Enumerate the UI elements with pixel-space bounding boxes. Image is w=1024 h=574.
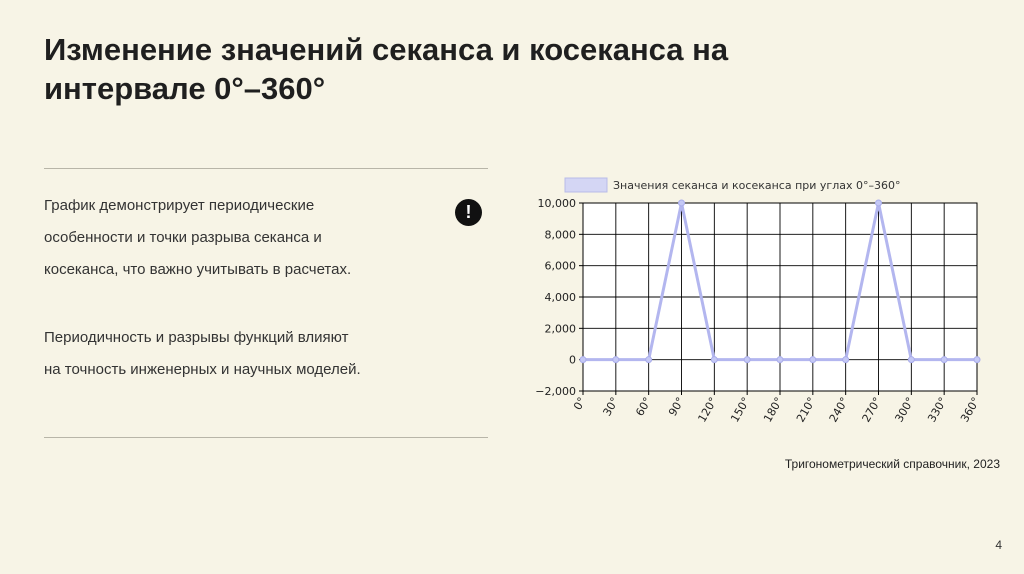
data-point <box>843 357 849 363</box>
y-tick-label: 4,000 <box>544 291 576 304</box>
data-point <box>679 200 685 206</box>
paragraph-1-line-2: особенности и точки разрыва секанса и <box>44 229 322 246</box>
paragraph-2-line-1: Периодичность и разрывы функций влияют <box>44 329 349 346</box>
line-chart <box>515 170 995 450</box>
page-title <box>44 30 904 108</box>
description-paragraph-2 <box>44 322 464 386</box>
data-point <box>711 357 717 363</box>
data-point <box>613 357 619 363</box>
x-tick-label: 300° <box>892 395 917 425</box>
x-tick-label: 120° <box>695 395 720 425</box>
description-paragraph-1 <box>44 190 464 286</box>
divider-bottom <box>44 437 488 438</box>
legend-label: Значения секанса и косеканса при углах 0°–360° <box>613 179 901 192</box>
paragraph-1-line-1: График демонстрирует периодические <box>44 197 315 214</box>
data-point <box>744 357 750 363</box>
data-point <box>974 357 980 363</box>
x-tick-label: 0° <box>571 395 589 413</box>
title-line-1: Изменение значений секанса и косеканса на <box>44 32 729 67</box>
data-point <box>777 357 783 363</box>
x-tick-label: 150° <box>728 395 753 425</box>
data-point <box>580 357 586 363</box>
data-point <box>646 357 652 363</box>
y-tick-label: −2,000 <box>535 385 576 398</box>
x-tick-label: 270° <box>859 395 885 425</box>
paragraph-2-line-2: на точность инженерных и научных моделей. <box>44 361 361 378</box>
y-tick-label: 10,000 <box>537 197 576 210</box>
x-tick-label: 330° <box>925 395 950 425</box>
x-tick-label: 180° <box>761 395 786 425</box>
y-tick-label: 2,000 <box>544 322 576 336</box>
divider-top <box>44 168 488 169</box>
y-tick-label: 6,000 <box>544 259 576 273</box>
x-tick-label: 240° <box>826 395 852 425</box>
title-line-2: интервале 0°–360° <box>44 71 326 106</box>
source-citation: Тригонометрический справочник, 2023 <box>784 457 1000 471</box>
data-point <box>810 357 816 363</box>
x-tick-label: 210° <box>793 395 819 425</box>
exclamation-circle-icon: ! <box>455 199 482 226</box>
data-point <box>941 357 947 363</box>
x-tick-label: 30° <box>600 395 622 419</box>
paragraph-1-line-3: косеканса, что важно учитывать в расчетах. <box>44 261 352 278</box>
data-point <box>876 200 882 206</box>
x-tick-label: 90° <box>666 395 688 419</box>
x-tick-label: 60° <box>633 395 655 419</box>
page-number: 4 <box>995 538 1002 552</box>
data-point <box>908 357 914 363</box>
legend-swatch <box>565 178 607 192</box>
x-tick-label: 360° <box>958 395 983 425</box>
y-tick-label: 0 <box>569 353 576 367</box>
y-tick-label: 8,000 <box>544 228 576 242</box>
